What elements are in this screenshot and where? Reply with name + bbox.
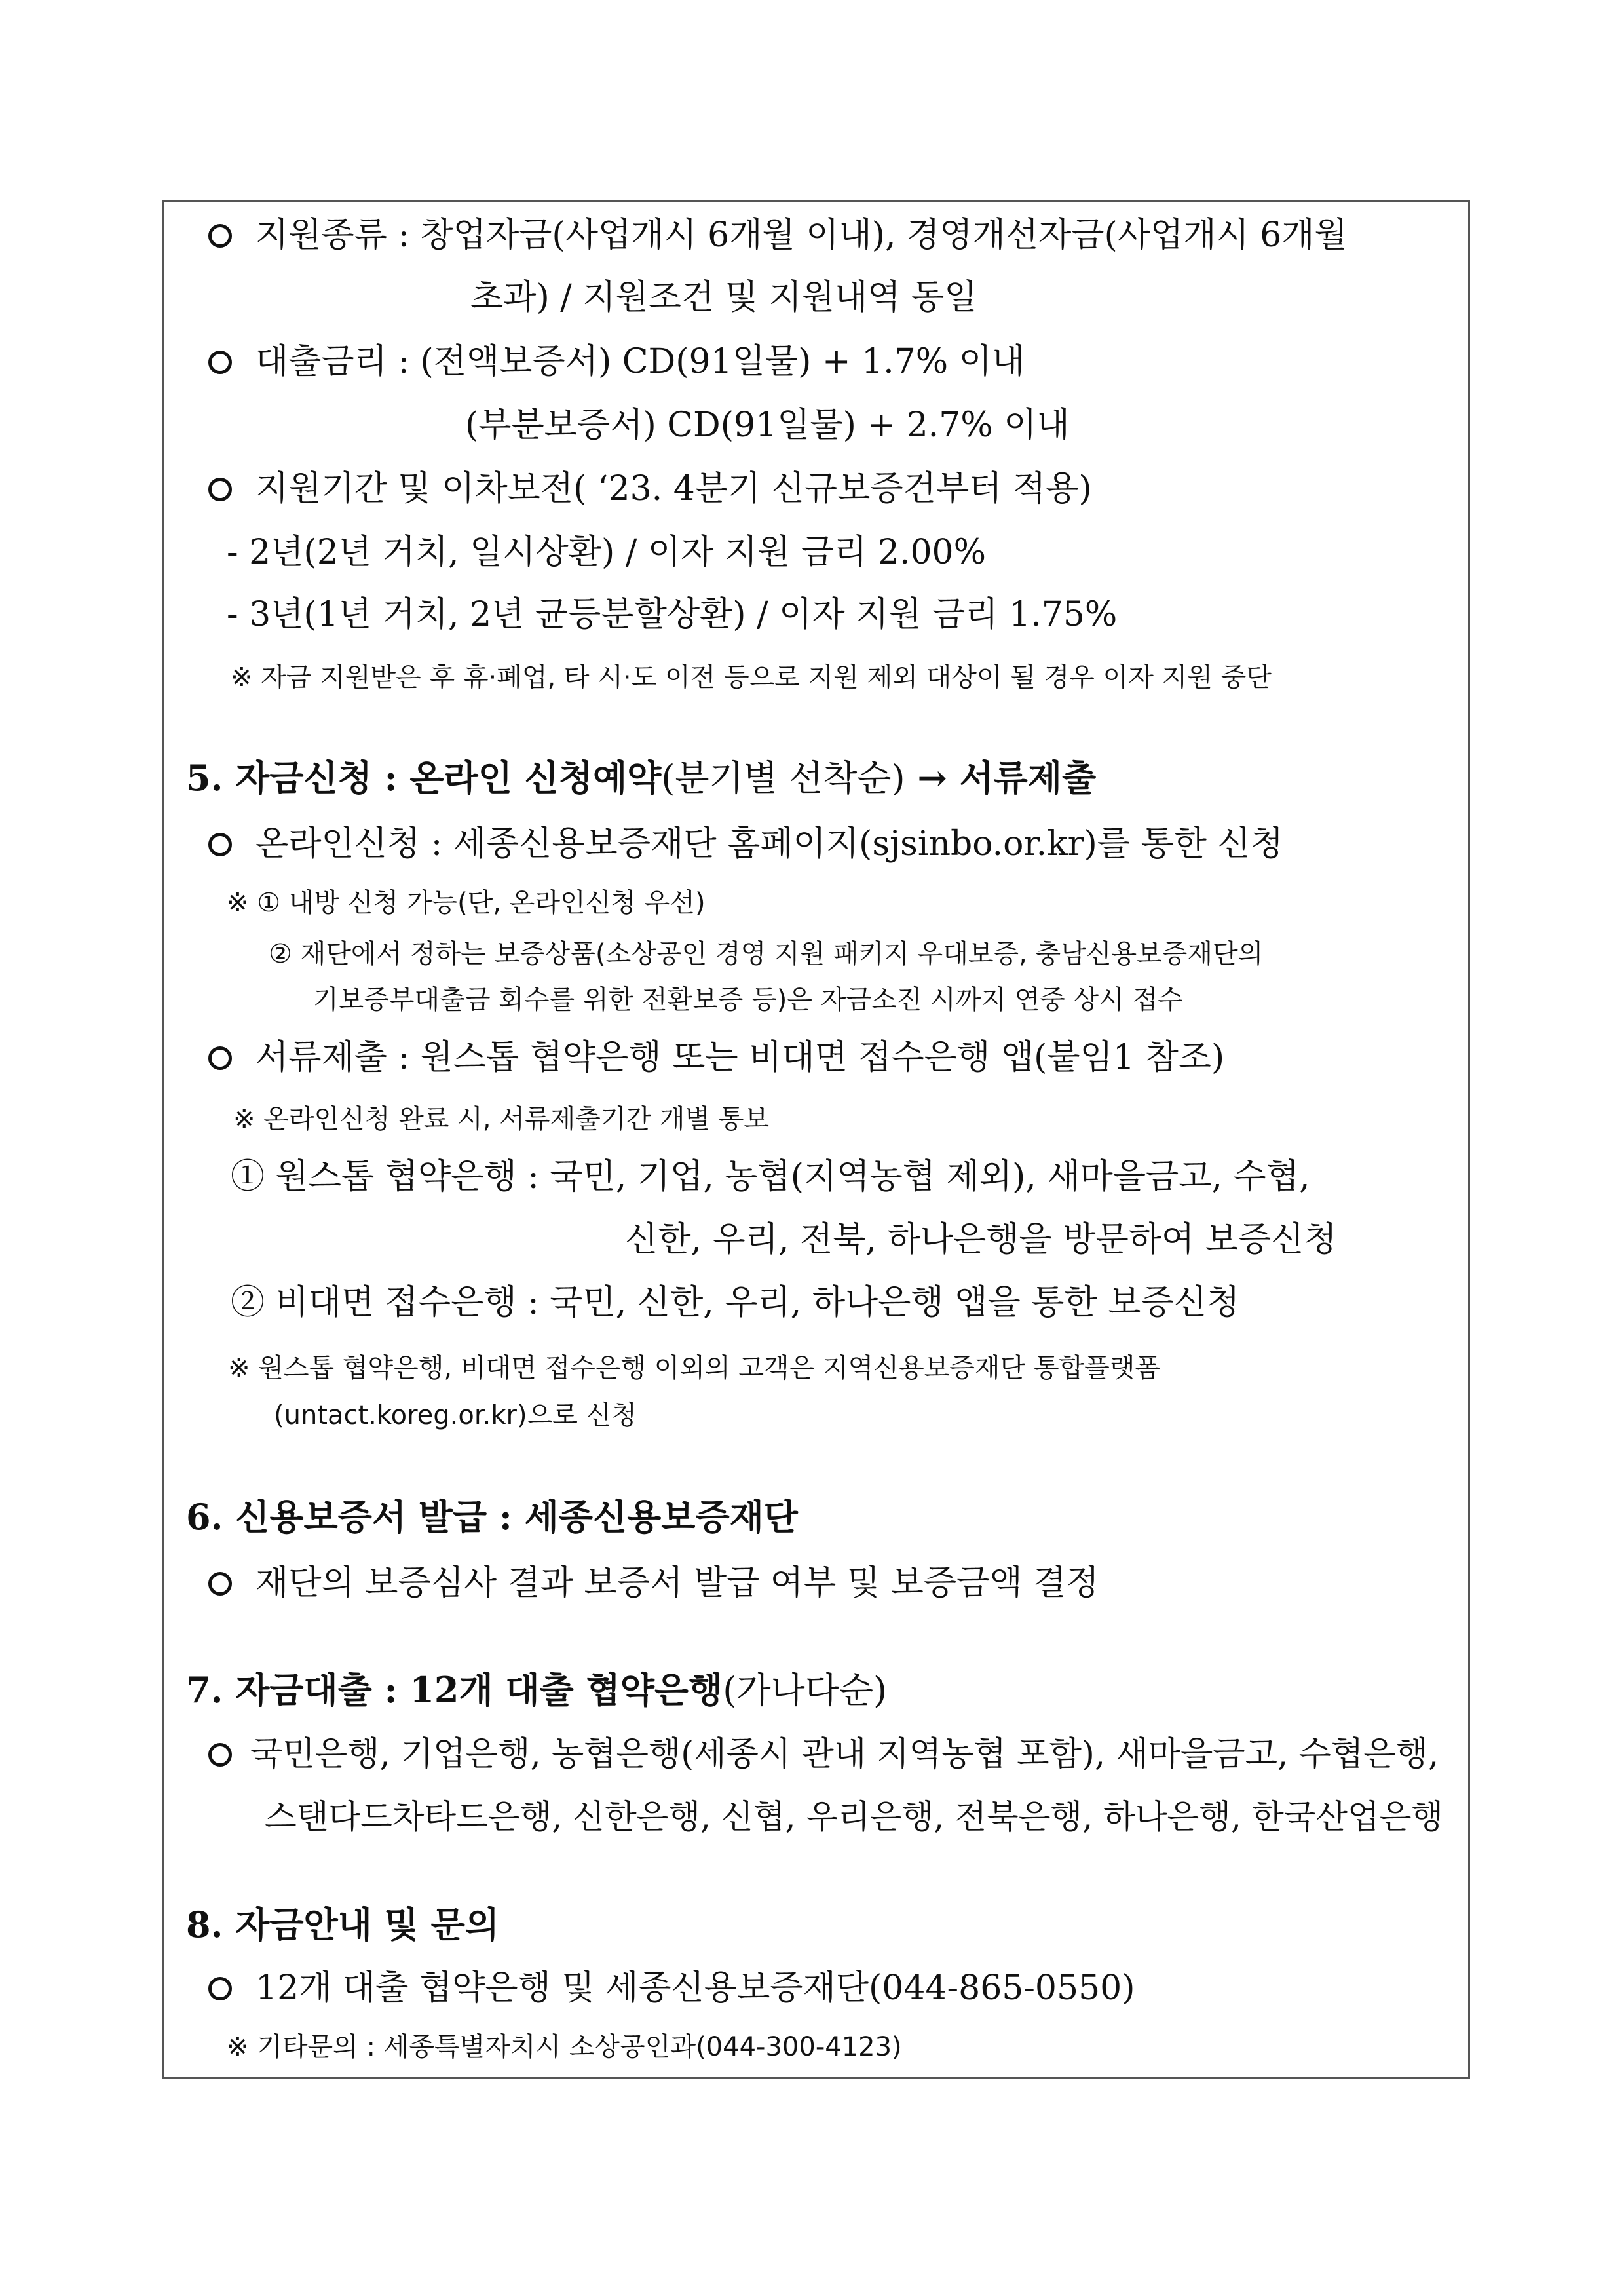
online-application-line: 온라인신청 : 세종신용보증재단 홈페이지(sjsinbo.or.kr)를 통한 신청: [208, 827, 1283, 861]
partner-banks-continued: 스탠다드차타드은행, 신한은행, 신협, 우리은행, 전북은행, 하나은행, 한국산업은행: [265, 1797, 1444, 1836]
circle-bullet-icon: [208, 351, 232, 374]
loan-rate-line: 대출금리 : (전액보증서) CD(91일물) + 1.7% 이내: [208, 345, 1025, 379]
circle-bullet-icon: [208, 478, 232, 501]
partner-banks-line: 국민은행, 기업은행, 농협은행(세종시 관내 지역농협 포함), 새마을금고, 수협은행,: [208, 1738, 1439, 1771]
one-stop-banks-continued: 신한, 우리, 전북, 하나은행을 방문하여 보증신청: [625, 1220, 1337, 1259]
other-inquiry-note: ※ 기타문의 : 세종특별자치시 소상공인과(044-300-4123): [227, 2032, 902, 2062]
circle-bullet-icon: [208, 1977, 232, 2000]
circle-bullet-icon: [208, 833, 232, 856]
submission-period-note: ※ 온라인신청 완료 시, 서류제출기간 개별 통보: [233, 1104, 770, 1134]
circle-bullet-icon: [208, 224, 232, 248]
circle-bullet-icon: [208, 1046, 232, 1070]
always-accept-note: ② 재단에서 정하는 보증상품(소상공인 경영 지원 패키지 우대보증, 충남신용보증재단의: [269, 939, 1264, 969]
period-option-1: - 2년(2년 거치, 일시상환) / 이자 지원 금리 2.00%: [227, 533, 987, 572]
section-8-title: 8. 자금안내 및 문의: [186, 1904, 499, 1945]
support-type-continued: 초과) / 지원조건 및 지원내역 동일: [470, 278, 977, 317]
inquiry-line: 12개 대출 협약은행 및 세종신용보증재단(044-865-0550): [208, 1971, 1135, 2005]
visit-note: ※ ① 내방 신청 가능(단, 온라인신청 우선): [227, 888, 706, 918]
one-stop-banks-line: ① 원스톱 협약은행 : 국민, 기업, 농협(지역농협 제외), 새마을금고, 수협,: [231, 1157, 1310, 1196]
interest-stop-note: ※ 자금 지원받은 후 휴·폐업, 타 시·도 이전 등으로 지원 제외 대상이 될 경우 이자 지원 중단: [231, 662, 1272, 693]
section-6-title: 6. 신용보증서 발급 : 세종신용보증재단: [186, 1496, 798, 1538]
circle-bullet-icon: [208, 1743, 232, 1767]
loan-rate-continued: (부분보증서) CD(91일물) + 2.7% 이내: [465, 406, 1070, 445]
document-submission-line: 서류제출 : 원스톱 협약은행 또는 비대면 접수은행 앱(붙임1 참조): [208, 1041, 1224, 1075]
other-customers-note: ※ 원스톱 협약은행, 비대면 접수은행 이외의 고객은 지역신용보증재단 통합플랫폼: [228, 1353, 1161, 1383]
section-5-title: 5. 자금신청 : 온라인 신청예약(분기별 선착순) → 서류제출: [186, 757, 1097, 799]
always-accept-note-continued: 기보증부대출금 회수를 위한 전환보증 등)은 자금소진 시까지 연중 상시 접수: [313, 985, 1183, 1015]
other-customers-note-continued: (untact.koreg.or.kr)으로 신청: [274, 1400, 637, 1430]
support-type-line: 지원종류 : 창업자금(사업개시 6개월 이내), 경영개선자금(사업개시 6개월: [208, 218, 1348, 252]
guarantee-review-line: 재단의 보증심사 결과 보증서 발급 여부 및 보증금액 결정: [208, 1566, 1099, 1600]
section-7-title: 7. 자금대출 : 12개 대출 협약은행(가나다순): [186, 1669, 888, 1711]
support-period-line: 지원기간 및 이차보전( ‘23. 4분기 신규보증건부터 적용): [208, 472, 1092, 506]
contactless-banks-line: ② 비대면 접수은행 : 국민, 신한, 우리, 하나은행 앱을 통한 보증신청: [231, 1283, 1240, 1322]
circle-bullet-icon: [208, 1572, 232, 1596]
period-option-2: - 3년(1년 거치, 2년 균등분할상환) / 이자 지원 금리 1.75%: [227, 595, 1118, 634]
